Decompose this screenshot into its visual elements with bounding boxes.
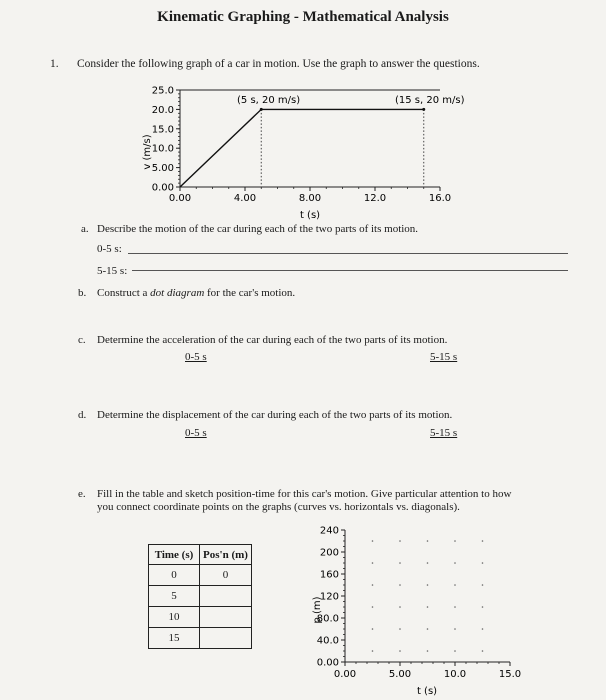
part-c-left-label: 0-5 s xyxy=(185,351,207,363)
graph1-ylabel: v (m/s) xyxy=(142,134,153,170)
graph1-xtick-label: 8.00 xyxy=(298,193,322,204)
table-row xyxy=(149,565,252,586)
graph2-grid-dot xyxy=(427,540,429,542)
graph2-grid-dot xyxy=(372,628,374,630)
graph1-ytick-label: 25.0 xyxy=(151,85,174,97)
graph2-xtick-label: 15.0 xyxy=(498,669,522,680)
graph2-xlabel: t (s) xyxy=(416,686,438,697)
graph2-ytick-label: 40.0 xyxy=(316,635,339,647)
graph2-grid-dot xyxy=(399,540,401,542)
table-cell-position[interactable] xyxy=(200,586,252,607)
part-a-row-2-label: 5-15 s: xyxy=(97,265,128,277)
graph2-grid-dot xyxy=(482,628,484,630)
part-e-text-line-1: Fill in the table and sketch position-time for this car's motion. Give particular attention to how xyxy=(97,488,512,500)
graph1-ytick-label: 15.0 xyxy=(151,124,174,136)
graph2-grid-dot xyxy=(372,650,374,652)
part-d-letter: d. xyxy=(78,409,87,421)
table-header-row xyxy=(149,545,252,565)
part-c-text: Determine the acceleration of the car during each of the two parts of its motion. xyxy=(97,334,448,346)
table-cell-time: 5 xyxy=(149,586,200,607)
graph2-grid-dot xyxy=(454,562,456,564)
graph2-grid-dot xyxy=(454,606,456,608)
graph1-annotation-1: (5 s, 20 m/s) xyxy=(237,95,301,106)
graph2-grid-dot xyxy=(427,628,429,630)
position-time-graph[interactable] xyxy=(300,518,540,698)
part-b-letter: b. xyxy=(78,287,87,299)
table-header-time: Time (s) xyxy=(149,545,200,565)
graph2-ytick-label: 240 xyxy=(319,525,339,537)
graph1-ytick-label: 5.00 xyxy=(151,163,174,175)
graph2-ytick-label: 120 xyxy=(319,591,339,603)
graph2-grid-dot xyxy=(399,650,401,652)
table-cell-time: 10 xyxy=(149,607,200,628)
table-cell-position[interactable]: 0 xyxy=(200,565,252,586)
graph2-grid-dot xyxy=(482,650,484,652)
graph1-point-15s xyxy=(422,108,425,111)
graph1-series-line xyxy=(180,109,424,187)
graph2-grid-dot xyxy=(454,584,456,586)
graph2-grid-dot xyxy=(372,584,374,586)
graph2-grid-dot xyxy=(372,606,374,608)
part-b-emphasis: dot diagram xyxy=(150,287,205,299)
graph2-grid-dot xyxy=(482,606,484,608)
graph2-grid-dot xyxy=(427,650,429,652)
part-c-right-label: 5-15 s xyxy=(430,351,458,363)
graph1-xtick-label: 0.00 xyxy=(168,193,192,204)
graph2-ytick-label: 0.00 xyxy=(316,657,339,669)
part-e-letter: e. xyxy=(78,488,86,500)
part-d-left-label: 0-5 s xyxy=(185,427,207,439)
graph2-ylabel: p (m) xyxy=(312,596,323,624)
part-a-letter: a. xyxy=(81,223,89,235)
graph2-xtick-label: 5.00 xyxy=(388,669,412,680)
graph2-grid-dot xyxy=(372,562,374,564)
part-c-letter: c. xyxy=(78,334,86,346)
table-row xyxy=(149,586,252,607)
graph1-ytick-label: 10.0 xyxy=(151,143,174,155)
part-a-row-1-label: 0-5 s: xyxy=(97,243,122,255)
graph1-annotation-2: (15 s, 20 m/s) xyxy=(395,95,465,106)
graph2-grid-dot xyxy=(454,540,456,542)
graph2-grid-dot xyxy=(482,584,484,586)
graph1-xtick-label: 4.00 xyxy=(233,193,257,204)
graph1-point-5s xyxy=(260,108,263,111)
graph2-xtick-label: 10.0 xyxy=(443,669,467,680)
graph2-ytick-label: 80.0 xyxy=(316,613,339,625)
table-row xyxy=(149,628,252,649)
graph2-grid-dot xyxy=(482,540,484,542)
graph1-xtick-label: 16.0 xyxy=(428,193,452,204)
graph2-grid-dot xyxy=(454,650,456,652)
table-row xyxy=(149,607,252,628)
graph1-xtick-label: 12.0 xyxy=(363,193,387,204)
graph1-ytick-label: 20.0 xyxy=(151,104,174,116)
graph2-grid-dot xyxy=(454,628,456,630)
graph2-grid-dot xyxy=(427,584,429,586)
graph2-ytick-label: 200 xyxy=(319,547,339,559)
graph2-grid-dot xyxy=(427,606,429,608)
part-b-text: Construct a dot diagram for the car's motion. xyxy=(97,287,296,299)
graph2-grid-dot xyxy=(399,606,401,608)
position-time-table xyxy=(148,544,252,649)
table-header-position: Pos'n (m) xyxy=(200,545,252,565)
part-a-text: Describe the motion of the car during each of the two parts of its motion. xyxy=(97,223,419,235)
part-d-text: Determine the displacement of the car during each of the two parts of its motion. xyxy=(97,409,453,421)
graph2-grid-dot xyxy=(427,562,429,564)
graph2-xtick-label: 0.00 xyxy=(333,669,357,680)
graph2-grid-dot xyxy=(482,562,484,564)
part-e-text-line-2: you connect coordinate points on the graphs (curves vs. horizontals vs. diagonals). xyxy=(97,501,460,513)
velocity-time-graph xyxy=(140,82,480,224)
graph1-ytick-label: 0.00 xyxy=(151,182,174,194)
table-cell-time: 15 xyxy=(149,628,200,649)
question-prompt: Consider the following graph of a car in motion. Use the graph to answer the questions. xyxy=(77,58,480,70)
page-title: Kinematic Graphing - Mathematical Analysis xyxy=(157,9,449,25)
part-d-right-label: 5-15 s xyxy=(430,427,458,439)
table-cell-position[interactable] xyxy=(200,628,252,649)
table-cell-time: 0 xyxy=(149,565,200,586)
graph2-grid-dot xyxy=(399,562,401,564)
graph2-grid-dot xyxy=(399,628,401,630)
graph2-ytick-label: 160 xyxy=(319,569,339,581)
table-cell-position[interactable] xyxy=(200,607,252,628)
graph1-xlabel: t (s) xyxy=(299,210,321,221)
graph2-grid-dot xyxy=(399,584,401,586)
question-number: 1. xyxy=(50,58,59,70)
part-a-row-1-answer-line[interactable] xyxy=(128,253,568,254)
graph2-grid-dot xyxy=(372,540,374,542)
part-a-row-2-answer-line[interactable] xyxy=(132,270,568,271)
